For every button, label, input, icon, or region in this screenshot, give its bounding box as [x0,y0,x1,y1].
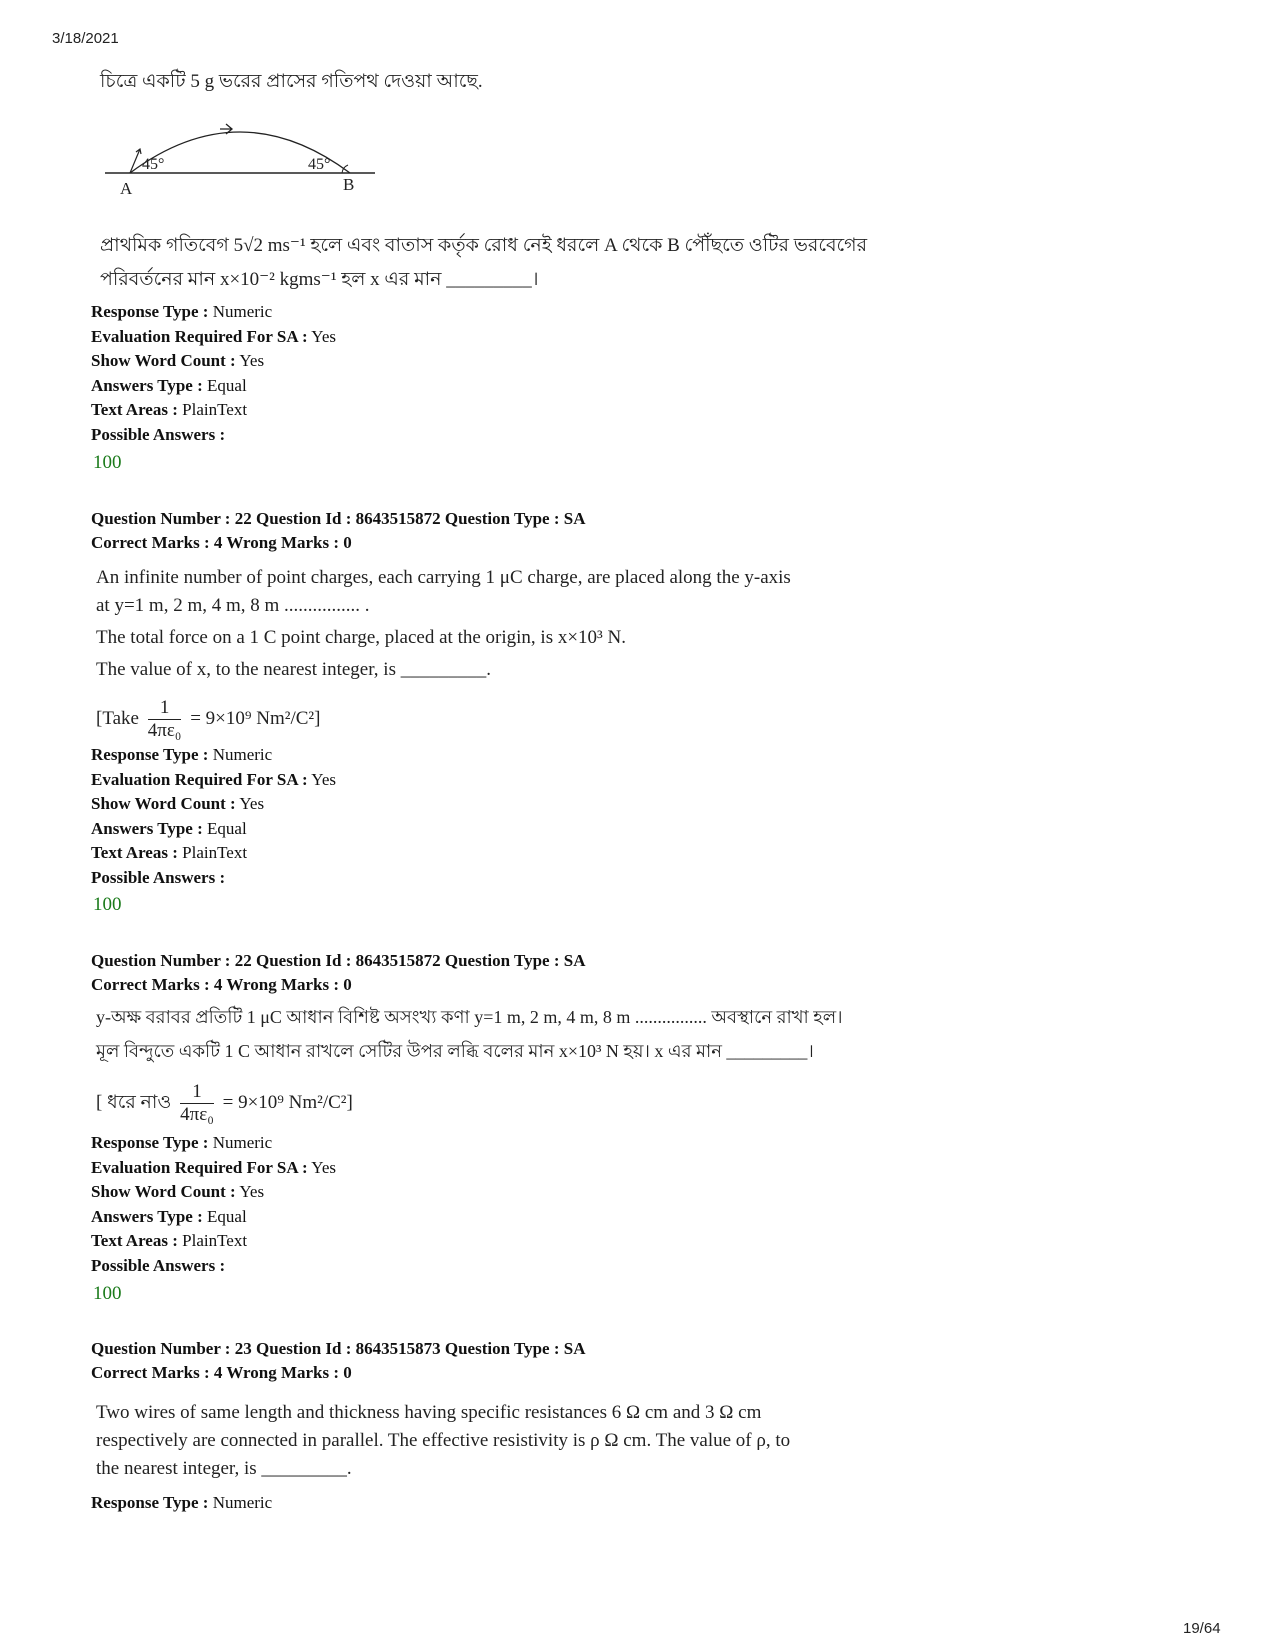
question-image-text: The value of x, to the nearest integer, is _________. [96,659,491,680]
meta-row: Text Areas : PlainText [91,400,248,419]
meta-row: Answers Type : Equal [91,1206,247,1226]
fraction: $\frac{1}{\text{4πε₀}}$ [147,697,182,741]
constant-formula: [ ধরে নাও $\frac{1}{\text{4πε₀}}$ = 9×10⁹ Nm²/C²] [96,1081,353,1125]
meta-list [91,1131,336,1278]
meta-row: Possible Answers : [91,424,226,444]
meta-row: Answers Type : Equal [91,818,247,838]
meta-row: Evaluation Required For SA : Yes [91,326,337,346]
meta-row: Response Type : Numeric [91,1493,273,1512]
question-image-text: চিত্রে একটি 5 g ভরের প্রাসের গতিপথ দেওয়া আছে. [100,71,483,92]
question-header: Question Number : 22 Question Id : 8643515872 Question Type : SA [91,509,586,528]
meta-row: Show Word Count : Yes [91,794,265,813]
page-number: 19/64 [1183,1620,1221,1637]
angle-label-a: 45° [142,156,165,173]
marks-header: Correct Marks : 4 Wrong Marks : 0 [91,533,352,552]
meta-row: Response Type : Numeric [91,302,273,321]
angle-label-b: 45° [308,156,331,173]
question-image-text: মূল বিন্দুতে একটি 1 C আধান রাখলে সেটির উপর লব্ধি বলের মান x×10³ N হয়। x এর মান _________। [96,1041,814,1061]
meta-list [91,743,336,890]
projectile-diagram [100,115,400,205]
marks-header: Correct Marks : 4 Wrong Marks : 0 [91,1363,352,1382]
question-image-text: The total force on a 1 C point charge, placed at the origin, is x×10³ N. [96,627,626,648]
meta-row: Text Areas : PlainText [91,1231,248,1250]
possible-answer: 100 [93,452,122,473]
question-header: Question Number : 22 Question Id : 8643515872 Question Type : SA [91,951,586,970]
constant-formula: [Take $\frac{1}{\text{4πε₀}}$ = 9×10⁹ Nm²/C²] [96,697,321,741]
meta-row: Evaluation Required For SA : Yes [91,769,337,789]
meta-row: Response Type : Numeric [91,1133,273,1152]
meta-row: Possible Answers : [91,1255,226,1275]
question-image-text: the nearest integer, is _________. [96,1458,352,1479]
meta-row: Text Areas : PlainText [91,843,248,862]
meta-row: Possible Answers : [91,867,226,887]
question-image-text: y-অক্ষ বরাবর প্রতিটি 1 μC আধান বিশিষ্ট অসংখ্য কণা y=1 m, 2 m, 4 m, 8 m ................ অবস্থানে রাখা হল। [96,1007,843,1027]
meta-list [91,300,336,447]
question-image-text: An infinite number of point charges, each carrying 1 μC charge, are placed along the y-axis [96,567,791,588]
meta-row: Show Word Count : Yes [91,1182,265,1201]
marks-header: Correct Marks : 4 Wrong Marks : 0 [91,975,352,994]
question-image-text: Two wires of same length and thickness having specific resistances 6 Ω cm and 3 Ω cm [96,1402,762,1423]
meta-row: Show Word Count : Yes [91,351,265,370]
question-image-text: পরিবর্তনের মান x×10⁻² kgms⁻¹ হল x এর মান _________। [100,269,539,290]
point-label-b: B [343,175,355,194]
meta-row: Response Type : Numeric [91,745,273,764]
question-image-text: প্রাথমিক গতিবেগ 5√2 ms⁻¹ হলে এবং বাতাস কর্তৃক রোধ নেই ধরলে A থেকে B পৌঁছতে ওটির ভরবেগের [100,235,868,256]
point-label-a: A [120,179,133,198]
question-header: Question Number : 23 Question Id : 8643515873 Question Type : SA [91,1339,586,1358]
print-date: 3/18/2021 [52,30,119,47]
meta-row: Evaluation Required For SA : Yes [91,1157,337,1177]
possible-answer: 100 [93,1283,122,1304]
fraction: $\frac{1}{\text{4πε₀}}$ [180,1081,214,1125]
possible-answer: 100 [93,894,122,915]
question-image-text: respectively are connected in parallel. The effective resistivity is ρ Ω cm. The value of ρ, to [96,1430,791,1451]
question-image-text: at y=1 m, 2 m, 4 m, 8 m ................ . [96,595,370,616]
meta-list [91,1491,272,1516]
meta-row: Answers Type : Equal [91,375,247,395]
